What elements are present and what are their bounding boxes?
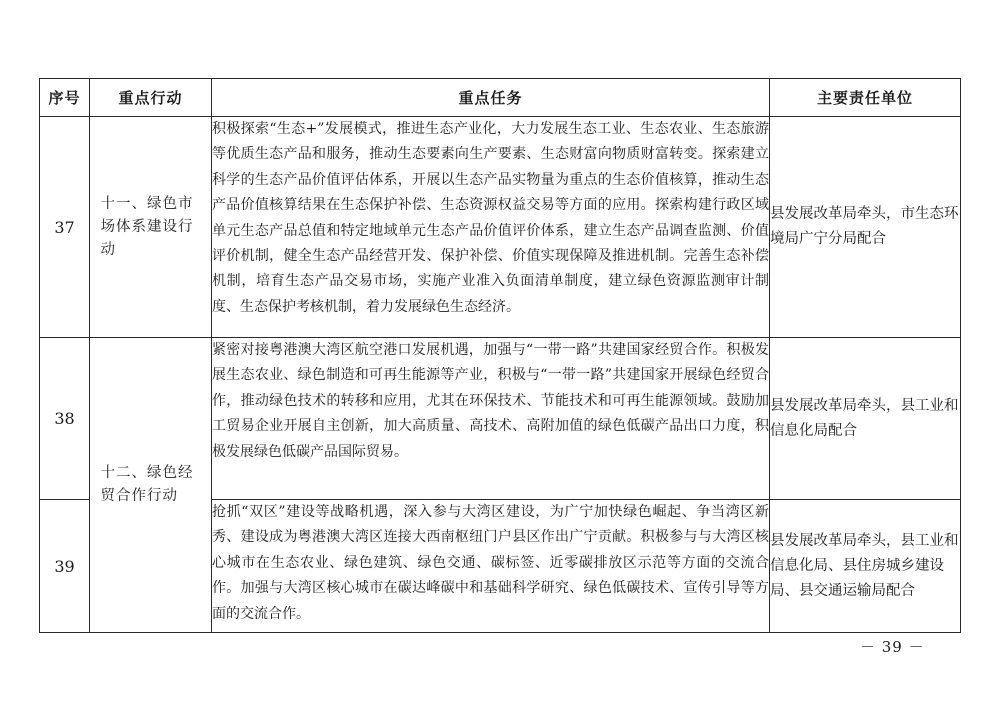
row-action-merged [90, 338, 212, 633]
row-unit: 县发展改革局牵头，县工业和信息化局配合 [770, 338, 961, 500]
row-number: 39 [40, 500, 90, 633]
header-no: 序号 [40, 79, 90, 117]
row-number: 37 [40, 117, 90, 338]
table-row [40, 338, 961, 500]
row-task: 积极探索“生态+”发展模式，推进生态产业化，大力发展生态工业、生态农业、生态旅游等优质生态产品和服务，推动生态要素向生产要素、生态财富向物质财富转变。探索建立科学的生态产品价值评估体系，开展以生态产品实物量为重点的生态价值核算，推动生态产品价值核算结果在生态保护补偿、生态资源权益交易等方面的应用。探索构建行政区域单元生态产品总值和特定地域单元生态产品价值评价体系，建立生态产品调查监测、价值评价机制，健全生态产品经营开发、保护补偿、价值实现保障及推进机制。完善生态补偿机制，培育生态产品交易市场，实施产业准入负面清单制度，建立绿色资源监测审计制度、生态保护考核机制，着力发展绿色生态经济。 [212, 117, 770, 338]
page-number: － 39 － [860, 638, 925, 656]
row-task: 紧密对接粤港澳大湾区航空港口发展机遇，加强与“一带一路”共建国家经贸合作。积极发展生态农业、绿色制造和可再生能源等产业，积极与“一带一路”共建国家开展绿色经贸合作，推动绿色技术的转移和应用，尤其在环保技术、节能技术和可再生能源领域。鼓励加工贸易企业开展自主创新，加大高质量、高技术、高附加值的绿色低碳产品出口力度，积极发展绿色低碳产品国际贸易。 [212, 338, 770, 500]
row-action [90, 117, 212, 338]
header-action: 重点行动 [90, 79, 212, 117]
row-unit: 县发展改革局牵头，市生态环境局广宁分局配合 [770, 117, 961, 338]
action-text: 十一、绿色市场体系建设行动 [100, 195, 194, 258]
header-task: 重点任务 [212, 79, 770, 117]
row-unit: 县发展改革局牵头，县工业和信息化局、县住房城乡建设局、县交通运输局配合 [770, 500, 961, 633]
action-text: 十二、绿色经贸合作行动 [100, 465, 194, 504]
responsibility-table [39, 78, 961, 633]
row-task: 抢抓“双区”建设等战略机遇，深入参与大湾区建设，为广宁加快绿色崛起、争当湾区新秀、建设成为粤港澳大湾区连接大西南枢纽门户县区作出广宁贡献。积极参与与大湾区核心城市在生态农业、绿色建筑、绿色交通、碳标签、近零碳排放区示范等方面的交流合作。加强与大湾区核心城市在碳达峰碳中和基础科学研究、绿色低碳技术、宣传引导等方面的交流合作。 [212, 500, 770, 633]
table-header-row [40, 79, 961, 117]
row-number: 38 [40, 338, 90, 500]
header-unit: 主要责任单位 [770, 79, 961, 117]
table-row [40, 117, 961, 338]
